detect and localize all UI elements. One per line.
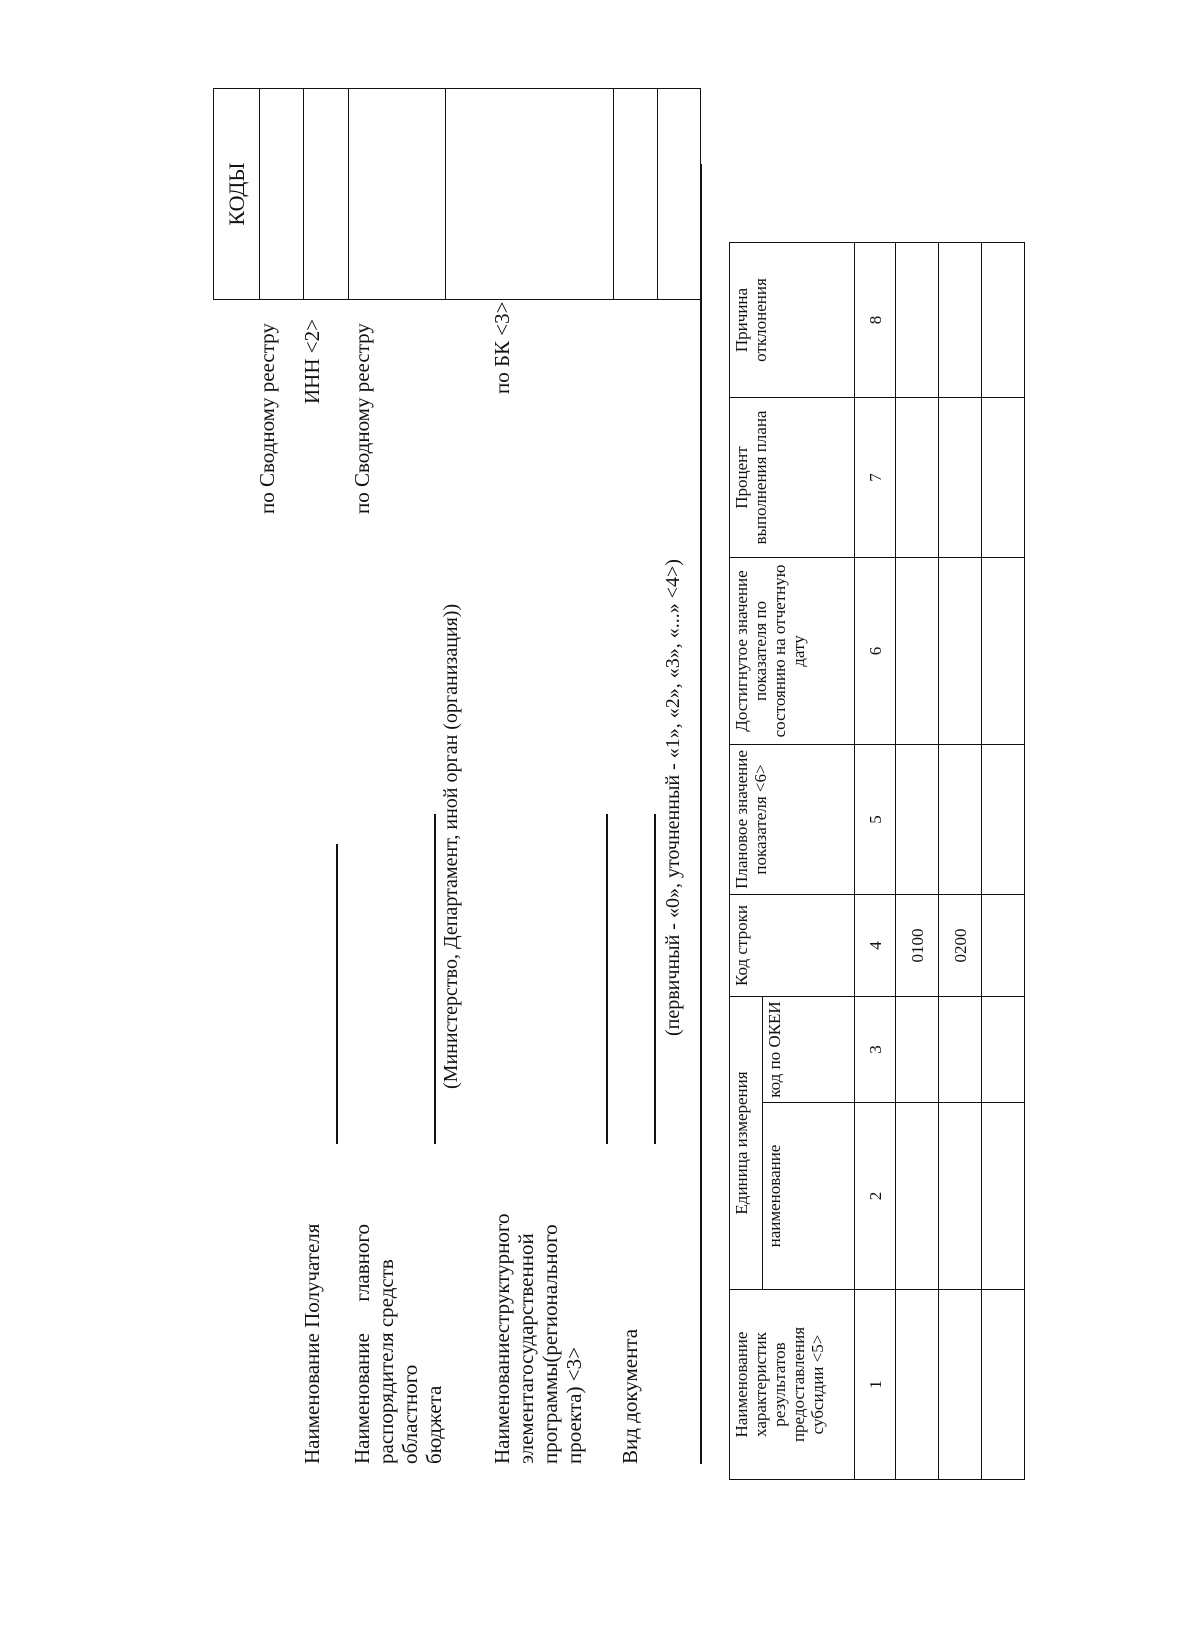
col-number: 6	[855, 558, 896, 745]
manager-label-line2: распорядителя средств областного	[374, 1259, 422, 1464]
element-label-line1b: структурного	[490, 1213, 514, 1334]
doc-type-label: Вид документа	[618, 1328, 642, 1464]
cell-reason[interactable]	[896, 243, 939, 398]
results-table	[729, 242, 1025, 1480]
col-number: 1	[855, 1290, 896, 1480]
element-label-line2b: государственной	[514, 1233, 538, 1383]
manager-label-line3: бюджета	[422, 1385, 446, 1464]
code-cell-inn[interactable]	[304, 89, 349, 299]
cell-achieved[interactable]	[939, 558, 982, 745]
code-svod1-label: по Сводному реестру	[255, 323, 279, 514]
column-numbers-row	[855, 243, 896, 1480]
col-number: 3	[855, 997, 896, 1103]
col-header-okei: код по ОКЕИ	[763, 997, 855, 1103]
manager-label	[350, 1224, 446, 1464]
col-header-name: Наименование характеристик результатов предоставления субсидии <5>	[730, 1290, 855, 1480]
code-svod2-label: по Сводному реестру	[350, 323, 374, 514]
table-row	[939, 243, 982, 1480]
col-number: 2	[855, 1103, 896, 1290]
col-header-percent: Процент выполнения плана	[730, 398, 855, 558]
col-header-unit-name: наименование	[763, 1103, 855, 1290]
cell-row-code: 0200	[939, 895, 982, 997]
element-label-line3b: (регионального	[538, 1224, 562, 1363]
doc-type-fill-line	[654, 814, 656, 1144]
cell-percent[interactable]	[896, 398, 939, 558]
manager-label-line1: Наименование	[350, 1333, 374, 1464]
cell-name[interactable]	[982, 1290, 1025, 1480]
element-label-line1: Наименование	[490, 1333, 514, 1464]
code-bk-label: по БК <3>	[490, 301, 514, 394]
recipient-label: Наименование Получателя	[300, 1223, 324, 1464]
cell-okei[interactable]	[939, 997, 982, 1103]
element-label-line2: элемента	[514, 1382, 538, 1464]
code-inn-label: ИНН <2>	[300, 319, 324, 404]
col-number: 5	[855, 745, 896, 895]
col-header-reason: Причина отклонения	[730, 243, 855, 398]
codes-title: КОДЫ	[214, 89, 260, 299]
element-label	[490, 1213, 586, 1464]
col-header-unit-group: Единица измерения	[730, 997, 763, 1290]
code-cell-doc1[interactable]	[614, 89, 658, 299]
doc-type-note: (первичный - «0», уточненный - «1», «2», «3», «...» <4>)	[662, 559, 684, 1036]
col-number: 8	[855, 243, 896, 398]
cell-unit-name[interactable]	[982, 1103, 1025, 1290]
cell-percent[interactable]	[982, 398, 1025, 558]
manager-label-line1b: главного	[350, 1224, 374, 1302]
table-row	[982, 243, 1025, 1480]
cell-plan[interactable]	[982, 745, 1025, 895]
cell-achieved[interactable]	[982, 558, 1025, 745]
ministry-note: (Министерство, Департамент, иной орган (организация))	[440, 603, 462, 1089]
cell-row-code	[982, 895, 1025, 997]
codes-box	[213, 88, 701, 300]
code-cell-doc2[interactable]	[658, 89, 700, 299]
table-row	[896, 243, 939, 1480]
code-cell-svod1[interactable]	[259, 89, 304, 299]
element-label-line4: проекта) <3>	[562, 1347, 586, 1464]
cell-plan[interactable]	[896, 745, 939, 895]
cell-okei[interactable]	[896, 997, 939, 1103]
col-number: 4	[855, 895, 896, 997]
cell-name[interactable]	[939, 1290, 982, 1480]
manager-fill-line	[434, 814, 436, 1144]
code-cell-bk[interactable]	[446, 89, 614, 299]
cell-reason[interactable]	[939, 243, 982, 398]
header-bottom-rule	[700, 164, 702, 1464]
col-header-code: Код строки	[730, 895, 855, 997]
col-header-achieved: Достигнутое значение показателя по состоянию на отчетную дату	[730, 558, 855, 745]
cell-unit-name[interactable]	[896, 1103, 939, 1290]
cell-plan[interactable]	[939, 745, 982, 895]
cell-reason[interactable]	[982, 243, 1025, 398]
col-header-plan: Плановое значение показателя <6>	[730, 745, 855, 895]
cell-name[interactable]	[896, 1290, 939, 1480]
recipient-fill-line	[336, 844, 338, 1144]
col-number: 7	[855, 398, 896, 558]
cell-unit-name[interactable]	[939, 1103, 982, 1290]
code-cell-svod2[interactable]	[349, 89, 446, 299]
cell-row-code: 0100	[896, 895, 939, 997]
element-label-line3: программы	[538, 1362, 562, 1464]
cell-achieved[interactable]	[896, 558, 939, 745]
cell-okei[interactable]	[982, 997, 1025, 1103]
cell-percent[interactable]	[939, 398, 982, 558]
element-fill-line	[606, 814, 608, 1144]
